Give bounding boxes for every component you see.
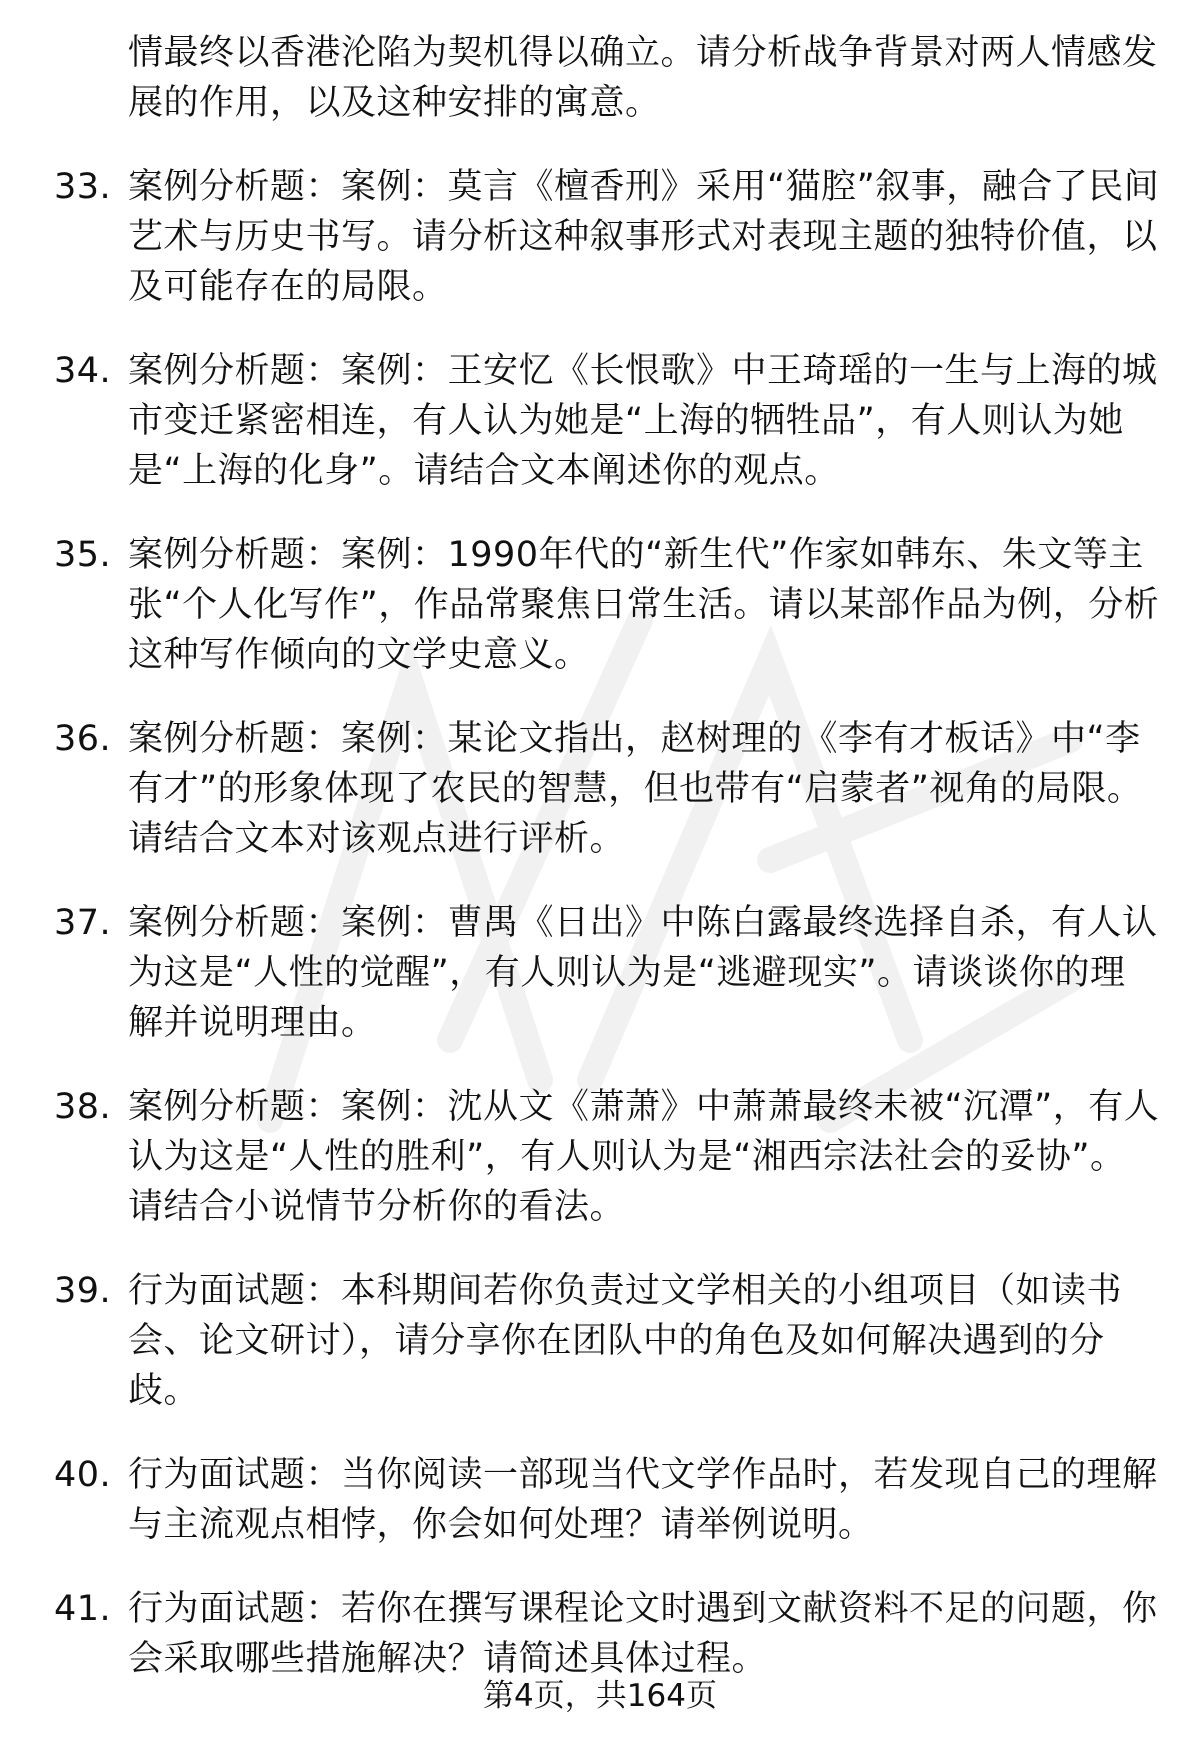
- page-footer: 第4页，共164页: [483, 1678, 717, 1714]
- list-item: [0, 28, 1200, 128]
- list-item: [0, 1450, 1200, 1550]
- question-text: 情最终以香港沦陷为契机得以确立。请分析战争背景对两人情感发展的作用，以及这种安排的寓意。: [128, 33, 1158, 123]
- question-number: 34.: [54, 351, 112, 391]
- question-number: 39.: [54, 1271, 112, 1311]
- list-item: [0, 162, 1200, 312]
- list-item: [0, 530, 1200, 680]
- list-item: [0, 898, 1200, 1048]
- list-item: [0, 346, 1200, 496]
- question-number: 33.: [54, 167, 112, 207]
- question-number: 40.: [54, 1455, 112, 1495]
- question-number: 36.: [54, 719, 112, 759]
- question-number: 35.: [54, 535, 112, 575]
- question-text: 案例分析题：案例：王安忆《长恨歌》中王琦瑶的一生与上海的城市变迁紧密相连，有人认为她是“上海的牺牲品”，有人则认为她是“上海的化身”。请结合文本阐述你的观点。: [128, 351, 1158, 491]
- question-text: 行为面试题：本科期间若你负责过文学相关的小组项目（如读书会、论文研讨），请分享你在团队中的角色及如何解决遇到的分歧。: [128, 1271, 1123, 1411]
- question-list: [0, 28, 1200, 1718]
- question-number: 38.: [54, 1087, 112, 1127]
- list-item: [0, 1266, 1200, 1416]
- question-text: 行为面试题：若你在撰写课程论文时遇到文献资料不足的问题，你会采取哪些措施解决？请简述具体过程。: [128, 1589, 1158, 1679]
- question-number: 41.: [54, 1589, 112, 1629]
- question-text: 案例分析题：案例：沈从文《萧萧》中萧萧最终未被“沉潭”，有人认为这是“人性的胜利”，有人则认为是“湘西宗法社会的妥协”。请结合小说情节分析你的看法。: [128, 1087, 1160, 1227]
- question-number: 37.: [54, 903, 112, 943]
- question-text: 案例分析题：案例：某论文指出，赵树理的《李有才板话》中“李有才”的形象体现了农民的智慧，但也带有“启蒙者”视角的局限。请结合文本对该观点进行评析。: [128, 719, 1143, 859]
- question-text: 行为面试题：当你阅读一部现当代文学作品时，若发现自己的理解与主流观点相悖，你会如何处理？请举例说明。: [128, 1455, 1158, 1545]
- list-item: [0, 714, 1200, 864]
- list-item: [0, 1584, 1200, 1684]
- question-text: 案例分析题：案例：曹禺《日出》中陈白露最终选择自杀，有人认为这是“人性的觉醒”，有人则认为是“逃避现实”。请谈谈你的理解并说明理由。: [128, 903, 1158, 1043]
- question-text: 案例分析题：案例：1990年代的“新生代”作家如韩东、朱文等主张“个人化写作”，作品常聚焦日常生活。请以某部作品为例，分析这种写作倾向的文学史意义。: [128, 535, 1160, 675]
- list-item: [0, 1082, 1200, 1232]
- question-text: 案例分析题：案例：莫言《檀香刑》采用“猫腔”叙事，融合了民间艺术与历史书写。请分析这种叙事形式对表现主题的独特价值，以及可能存在的局限。: [128, 167, 1160, 307]
